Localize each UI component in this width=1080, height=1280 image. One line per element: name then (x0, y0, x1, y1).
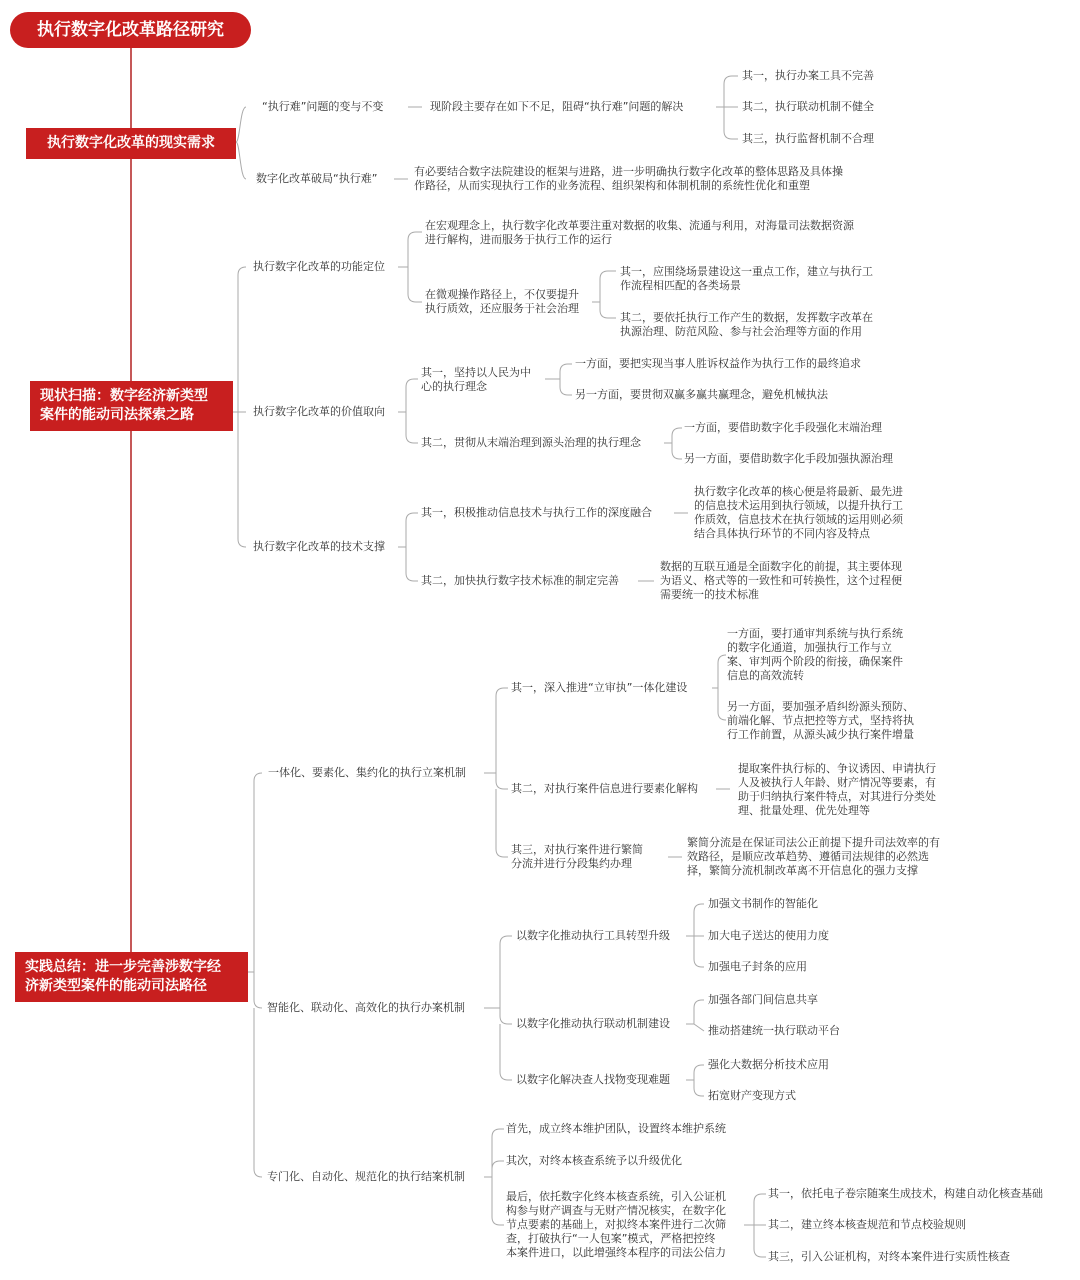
list-item: 另一方面，要贯彻双赢多赢共赢理念，避免机械执法 (575, 388, 828, 401)
list-item: 其三，引入公证机构，对终本案件进行实质性核查 (768, 1250, 1010, 1263)
list-item: 加大电子送达的使用力度 (708, 929, 829, 942)
branch-label: 智能化、联动化、高效化的执行办案机制 (267, 1001, 465, 1014)
connector (254, 1008, 262, 1177)
node-text: 以数字化解决查人找物变现难题 (516, 1073, 670, 1086)
connector (484, 688, 508, 773)
node-note: 执行数字化改革的核心便是将最新、最先进 的信息技术运用到执行领域，以提升执行工 作质效，信息技术在执行领域的运用则必须 结合具体执行环节的不同内容及特点 (694, 485, 903, 540)
connector (492, 1177, 504, 1225)
branch-label: 执行数字化改革的功能定位 (253, 260, 385, 273)
connector (672, 443, 682, 459)
connector (233, 267, 246, 412)
root-title: 执行数字化改革路径研究 (10, 12, 251, 48)
node-text: 其次，对终本核查系统予以升级优化 (506, 1154, 682, 1167)
connector (236, 142, 246, 179)
connector (744, 1194, 766, 1225)
node-note: 提取案件执行标的、争议诱因、申请执行 人及被执行人年龄、财产情况等要素，有 助于归纳执行案件特点，对其进行分类处 理、批量处理、优先处理等 (738, 762, 936, 817)
node-text: 以数字化推动执行联动机制建设 (516, 1017, 670, 1030)
node-text: 其一，积极推动信息技术与执行工作的深度融合 (421, 506, 652, 519)
list-item: 加强文书制作的智能化 (708, 897, 818, 910)
connector (398, 513, 418, 547)
node-text: 其二，贯彻从末端治理到源头治理的执行理念 (421, 436, 641, 449)
connector (600, 302, 616, 318)
node-text: 最后，依托数字化终本核查系统，引入公证机 构参与财产调查与无财产情况核实，在数字化 节点要素的基础上，对拟终本案件进行二次筛 查，打破执行“一人包案”模式，严格把控终 本案件进口，以此增强终本程序的司法公信力 (506, 1190, 726, 1259)
branch-label: 数字化改革破局“执行难” (256, 172, 378, 185)
section-practice-summary: 实践总结：进一步完善涉数字经 济新类型案件的能动司法路径 (15, 952, 248, 1002)
connector (686, 904, 704, 936)
list-item: 另一方面，要加强矛盾纠纷源头预防、 前端化解、节点把控等方式，坚持将执 行工作前置，从源头减少执行案件增量 (727, 700, 914, 741)
connector (664, 428, 682, 443)
node-text: 以数字化推动执行工具转型升级 (516, 929, 670, 942)
connector (496, 773, 508, 789)
node-text: 首先，成立终本维护团队，设置终本维护系统 (506, 1122, 726, 1135)
list-item: 一方面，要打通审判系统与执行系统 的数字化通道，加强执行工作与立 案、审判两个阶段的衔接，确保案件 信息的高效流转 (727, 627, 903, 682)
connector (398, 379, 418, 412)
list-item: 一方面，要借助数字化手段强化末端治理 (684, 421, 882, 434)
list-item: 其二，执行联动机制不健全 (742, 100, 874, 113)
branch-label: 一体化、要素化、集约化的执行立案机制 (268, 766, 466, 779)
list-item: 加强电子封条的应用 (708, 960, 807, 973)
connector (754, 1225, 766, 1257)
list-item: 其一，依托电子卷宗随案生成技术，构建自动化核查基础 (768, 1187, 1043, 1200)
branch-label: 执行数字化改革的技术支撑 (253, 540, 385, 553)
connector (406, 547, 418, 581)
connector (560, 379, 572, 395)
node-text: 其二，对执行案件信息进行要素化解构 (511, 782, 698, 795)
list-item: 另一方面，要借助数字化手段加强执源治理 (684, 452, 893, 465)
connector (254, 972, 262, 1008)
connector (712, 655, 726, 688)
node-text: 其一，深入推进“立审执”一体化建设 (511, 681, 688, 694)
node-note: 数据的互联互通是全面数字化的前提，其主要体现 为语义、格式等的一致性和可转换性，这个过程便 需要统一的技术标准 (660, 560, 902, 601)
node-text: 其一，坚持以人民为中 心的执行理念 (421, 366, 531, 393)
connector (686, 1000, 704, 1024)
section-current-needs: 执行数字化改革的现实需求 (26, 128, 236, 159)
connector (694, 1024, 704, 1031)
connector (484, 936, 512, 1008)
node-text: 在宏观理念上，执行数字化改革要注重对数据的收集、流通与利用，对海量司法数据资源 进行解构，进而服务于执行工作的运行 (425, 219, 854, 246)
branch-label: 专门化、自动化、规范化的执行结案机制 (267, 1170, 465, 1183)
list-item: 其三，执行监督机制不合理 (742, 132, 874, 145)
connector (694, 1080, 704, 1096)
connector (248, 773, 262, 972)
connector (484, 1129, 504, 1177)
list-item: 其一，执行办案工具不完善 (742, 69, 874, 82)
list-item: 推动搭建统一执行联动平台 (708, 1024, 840, 1037)
list-item: 强化大数据分析技术应用 (708, 1058, 829, 1071)
connector (238, 412, 246, 547)
list-item: 其二，建立终本核查规范和节点校验规则 (768, 1218, 966, 1231)
connector (724, 76, 738, 107)
list-item: 加强各部门间信息共享 (708, 993, 818, 1006)
node-text: 其三，对执行案件进行繁简 分流并进行分段集约办理 (511, 843, 643, 870)
node-text: 其二，加快执行数字技术标准的制定完善 (421, 574, 619, 587)
section-status-scan: 现状扫描：数字经济新类型 案件的能动司法探索之路 (30, 381, 233, 431)
list-item: 拓宽财产变现方式 (708, 1089, 796, 1102)
connector (718, 688, 726, 720)
branch-label: 执行数字化改革的价值取向 (253, 405, 385, 418)
branch-note: 有必要结合数字法院建设的框架与进路，进一步明确执行数字化改革的整体思路及具体操 作路径，从而实现执行工作的业务流程、组织架构和体制机制的系统性优化和重塑 (414, 165, 843, 192)
connector (496, 789, 508, 857)
connector (236, 107, 246, 142)
connector (406, 412, 418, 443)
connector (500, 1008, 512, 1024)
list-item: 其二，要依托执行工作产生的数据，发挥数字改革在 执源治理、防范风险、参与社会治理等方面的作用 (620, 311, 873, 338)
list-item: 其一，应围绕场景建设这一重点工作，建立与执行工 作流程相匹配的各类场景 (620, 265, 873, 292)
branch-label: “执行难”问题的变与不变 (262, 100, 384, 113)
connector (492, 1161, 504, 1177)
connector (398, 232, 422, 267)
list-item: 一方面，要把实现当事人胜诉权益作为执行工作的最终追求 (575, 357, 861, 370)
connector (545, 364, 572, 379)
connector (592, 271, 616, 302)
connector (694, 936, 704, 967)
node-note: 繁简分流是在保证司法公正前提下提升司法效率的有 效路径，是顺应改革趋势、遵循司法规律的必然选 择，繁简分流机制改革离不开信息化的强力支撑 (687, 836, 940, 877)
connector (724, 107, 738, 139)
branch-note: 现阶段主要存在如下不足，阻碍“执行难”问题的解决 (430, 100, 684, 113)
node-text: 在微观操作路径上，不仅要提升 执行质效，还应服务于社会治理 (425, 288, 579, 315)
connector (408, 267, 422, 302)
connector (686, 1065, 704, 1080)
connector (500, 1024, 512, 1080)
